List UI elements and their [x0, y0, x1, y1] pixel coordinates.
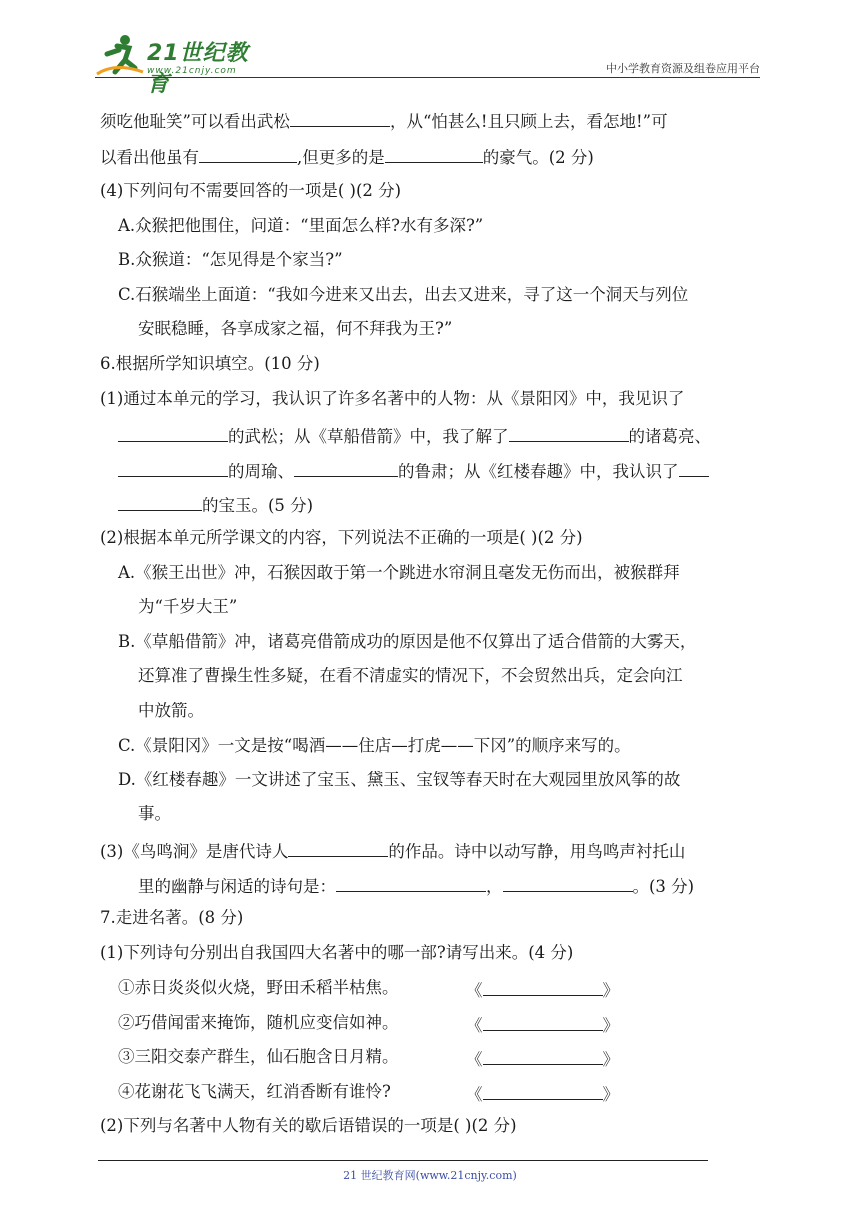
option-b: B.众猴道：“怎见得是个家当?”	[118, 250, 343, 269]
answer-blank[interactable]	[483, 1046, 603, 1065]
option-c: C.石猴端坐上面道：“我如今进来又出去，出去又进来，寻了这一个洞天与列位	[118, 285, 689, 304]
text-line: 的宝玉。(5 分)	[118, 492, 313, 517]
answer-blank[interactable]	[290, 108, 390, 127]
page-header	[95, 28, 760, 97]
option-b-cont: 中放箭。	[138, 701, 204, 720]
option-a: A.众猴把他围住，问道：“里面怎么样?水有多深?”	[118, 216, 484, 235]
poem-line-1: ①赤日炎炎似火烧，野田禾稻半枯焦。	[118, 978, 399, 997]
poem-line-3: ③三阳交泰产群生，仙石胞含日月精。	[118, 1047, 399, 1066]
poem-line-2: ②巧借闻雷来掩饰，随机应变信如神。	[118, 1013, 399, 1032]
answer-blank[interactable]	[118, 423, 228, 442]
answer-blank[interactable]	[118, 458, 228, 477]
question-4: (4)下列问句不需要回答的一项是( )(2 分)	[100, 181, 402, 200]
answer-blank[interactable]	[336, 873, 486, 892]
header-divider	[95, 77, 760, 78]
question-6: 6.根据所学知识填空。(10 分)	[100, 354, 320, 373]
option-c-cont: 安眠稳睡，各享成家之福，何不拜我为王?”	[138, 319, 453, 338]
text-line: 里的幽静与闲适的诗句是： ， 。(3 分)	[138, 873, 694, 898]
question-7-2: (2)下列与名著中人物有关的歇后语错误的一项是( )(2 分)	[100, 1116, 517, 1135]
text-line: 以看出他虽有 ,但更多的是 的豪气。(2 分)	[100, 144, 594, 169]
text-line: 的武松；从《草船借箭》中，我了解了 的诸葛亮、	[118, 423, 711, 448]
answer-blank[interactable]	[483, 1081, 603, 1100]
book-answer-3: 《 》	[466, 1046, 619, 1071]
answer-blank[interactable]	[503, 873, 633, 892]
footer-divider	[98, 1160, 708, 1161]
site-logo	[95, 32, 265, 97]
poem-line-4: ④花谢花飞飞满天，红消香断有谁怜?	[118, 1082, 391, 1101]
book-answer-2: 《 》	[466, 1012, 619, 1037]
answer-blank[interactable]	[483, 1012, 603, 1031]
book-answer-1: 《 》	[466, 977, 619, 1002]
answer-blank[interactable]	[118, 492, 202, 511]
logo-url: www.21cnjy.com	[147, 66, 237, 76]
answer-blank[interactable]	[679, 458, 709, 477]
option-a: A.《猴王出世》冲，石猴因敢于第一个跳进水帘洞且毫发无伤而出，被猴群拜	[118, 563, 680, 582]
option-b: B.《草船借箭》冲，诸葛亮借箭成功的原因是他不仅算出了适合借箭的大雾天，	[118, 632, 697, 651]
book-answer-4: 《 》	[466, 1081, 619, 1106]
answer-blank[interactable]	[294, 458, 398, 477]
text-line: 的周瑜、 的鲁肃；从《红楼春趣》中，我认识了	[118, 458, 709, 483]
footer-link[interactable]: 21 世纪教育网(www.21cnjy.com)	[343, 1169, 517, 1182]
platform-name: 中小学教育资源及组卷应用平台	[606, 62, 760, 75]
question-7: 7.走进名著。(8 分)	[100, 908, 244, 927]
question-6-3: (3)《鸟鸣涧》是唐代诗人 的作品。诗中以动写静，用鸟鸣声衬托山	[100, 838, 685, 863]
runner-icon	[95, 32, 145, 78]
option-a-cont: 为“千岁大王”	[138, 597, 238, 616]
question-6-1: (1)通过本单元的学习，我认识了许多名著中的人物：从《景阳冈》中，我见识了	[100, 389, 685, 408]
answer-blank[interactable]	[385, 144, 483, 163]
answer-blank[interactable]	[288, 838, 388, 857]
option-c: C.《景阳冈》一文是按“喝酒——住店—打虎——下冈”的顺序来写的。	[118, 736, 631, 755]
question-6-2: (2)根据本单元所学课文的内容，下列说法不正确的一项是( )(2 分)	[100, 528, 583, 547]
answer-blank[interactable]	[483, 977, 603, 996]
text-line: 须吃他耻笑”可以看出武松 ，从“怕甚么!且只顾上去，看怎地!”可	[100, 108, 668, 133]
answer-blank[interactable]	[199, 144, 297, 163]
answer-blank[interactable]	[509, 423, 629, 442]
option-d-cont: 事。	[138, 804, 171, 823]
question-7-1: (1)下列诗句分别出自我国四大名著中的哪一部?请写出来。(4 分)	[100, 943, 574, 962]
option-d: D.《红楼春趣》一文讲述了宝玉、黛玉、宝钗等春天时在大观园里放风筝的故	[118, 770, 681, 789]
logo-text: 21世纪教育	[147, 41, 249, 97]
option-b-cont: 还算准了曹操生性多疑，在看不清虚实的情况下，不会贸然出兵，定会向江	[138, 666, 683, 685]
